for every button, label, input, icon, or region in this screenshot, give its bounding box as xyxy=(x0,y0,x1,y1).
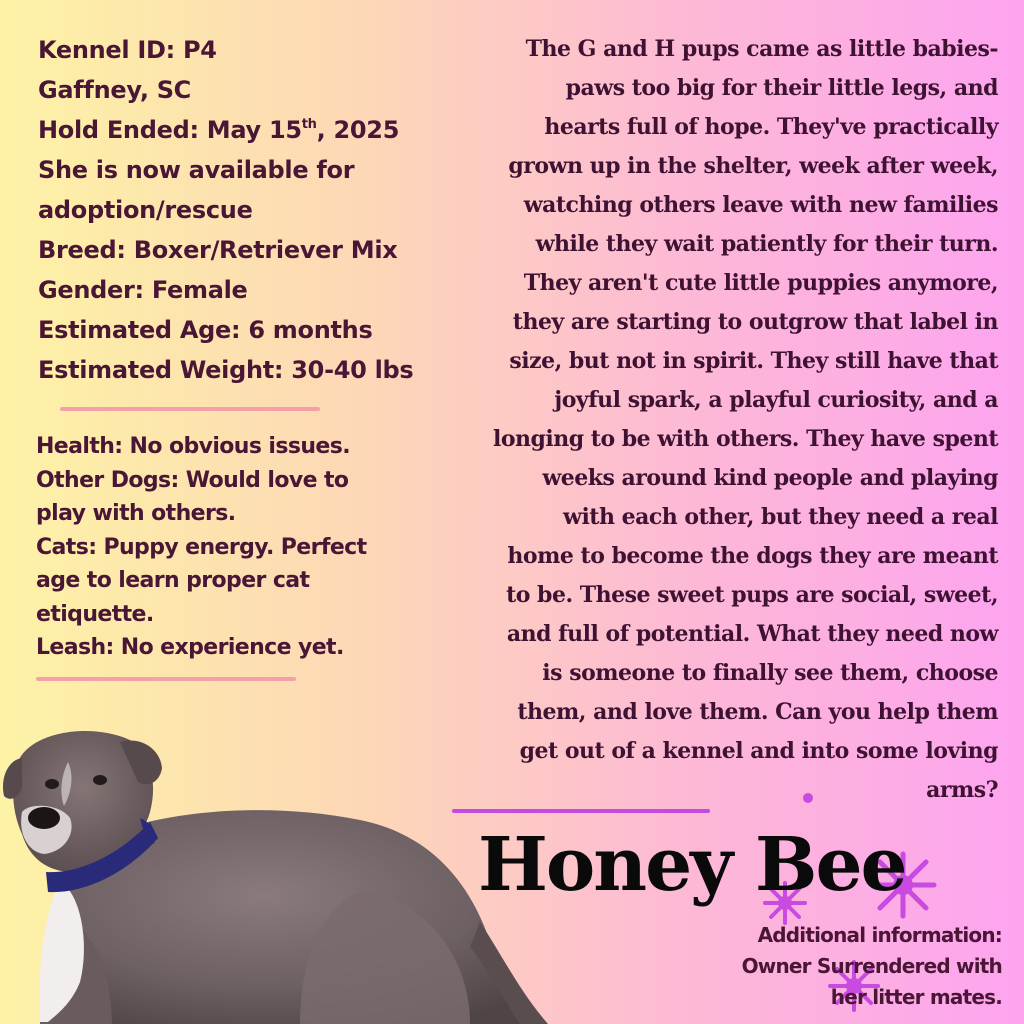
health-line: Cats: Puppy energy. Perfect xyxy=(36,534,367,560)
hold-date: Hold Ended: May 15 xyxy=(38,116,302,144)
story-line: size, but not in spirit. They still have that xyxy=(509,348,998,374)
health-line: Leash: No experience yet. xyxy=(36,635,344,660)
hold-ordinal: th xyxy=(301,117,317,132)
story-line: while they wait patiently for their turn. xyxy=(535,231,998,257)
health-line: age to learn proper cat xyxy=(36,568,310,593)
estimated-age: Estimated Age: 6 months xyxy=(38,316,373,344)
story-line: home to become the dogs they are meant xyxy=(507,543,998,569)
story-line: hearts full of hope. They've practically xyxy=(544,114,998,140)
health-line: play with others. xyxy=(36,501,236,526)
kennel-info xyxy=(38,30,458,390)
additional-line: Owner Surrendered with xyxy=(741,954,1002,978)
dot-decoration xyxy=(800,790,816,806)
story-line: They aren't cute little puppies anymore, xyxy=(523,270,998,296)
story-line: arms? xyxy=(926,777,998,803)
health-line: Health: No obvious issues. xyxy=(36,434,350,459)
gender: Gender: Female xyxy=(38,276,248,304)
dog-name: Honey Bee xyxy=(478,822,906,908)
story-line: is someone to finally see them, choose xyxy=(542,660,998,686)
story-line: with each other, but they need a real xyxy=(563,504,998,530)
health-line: Other Dogs: Would love to xyxy=(36,467,349,493)
hold-ended xyxy=(38,110,458,150)
availability-line-2: adoption/rescue xyxy=(38,196,253,224)
health-line: etiquette. xyxy=(36,601,154,627)
breed: Breed: Boxer/Retriever Mix xyxy=(38,236,398,264)
availability-line-1: She is now available for xyxy=(38,156,355,184)
story-line: weeks around kind people and playing xyxy=(542,465,998,491)
kennel-id: Kennel ID: P4 xyxy=(38,36,217,64)
divider-middle xyxy=(36,677,296,681)
story-line: joyful spark, a playful curiosity, and a xyxy=(554,387,998,413)
story-line: watching others leave with new families xyxy=(523,192,998,218)
additional-line: Additional information: xyxy=(757,923,1002,947)
story-line: The G and H pups came as little babies- xyxy=(525,36,998,62)
story-line: them, and love them. Can you help them xyxy=(517,699,998,725)
additional-line: her litter mates. xyxy=(830,985,1002,1009)
hold-year: , 2025 xyxy=(316,116,400,144)
story-line: they are starting to outgrow that label in xyxy=(512,309,998,335)
dog-photo xyxy=(0,722,560,1024)
story-line: to be. These sweet pups are social, sweet, xyxy=(506,582,998,608)
health-info xyxy=(36,430,436,665)
location: Gaffney, SC xyxy=(38,76,191,104)
story-line: and full of potential. What they need now xyxy=(506,621,998,647)
story-line: longing to be with others. They have spent xyxy=(493,426,998,452)
additional-info xyxy=(742,920,1002,1013)
story-line: paws too big for their little legs, and xyxy=(565,75,998,101)
estimated-weight: Estimated Weight: 30-40 lbs xyxy=(38,356,414,384)
story-line: grown up in the shelter, week after week, xyxy=(508,153,998,179)
divider-top xyxy=(60,407,320,411)
story-paragraph xyxy=(452,30,998,810)
story-line: get out of a kennel and into some loving xyxy=(519,738,998,764)
